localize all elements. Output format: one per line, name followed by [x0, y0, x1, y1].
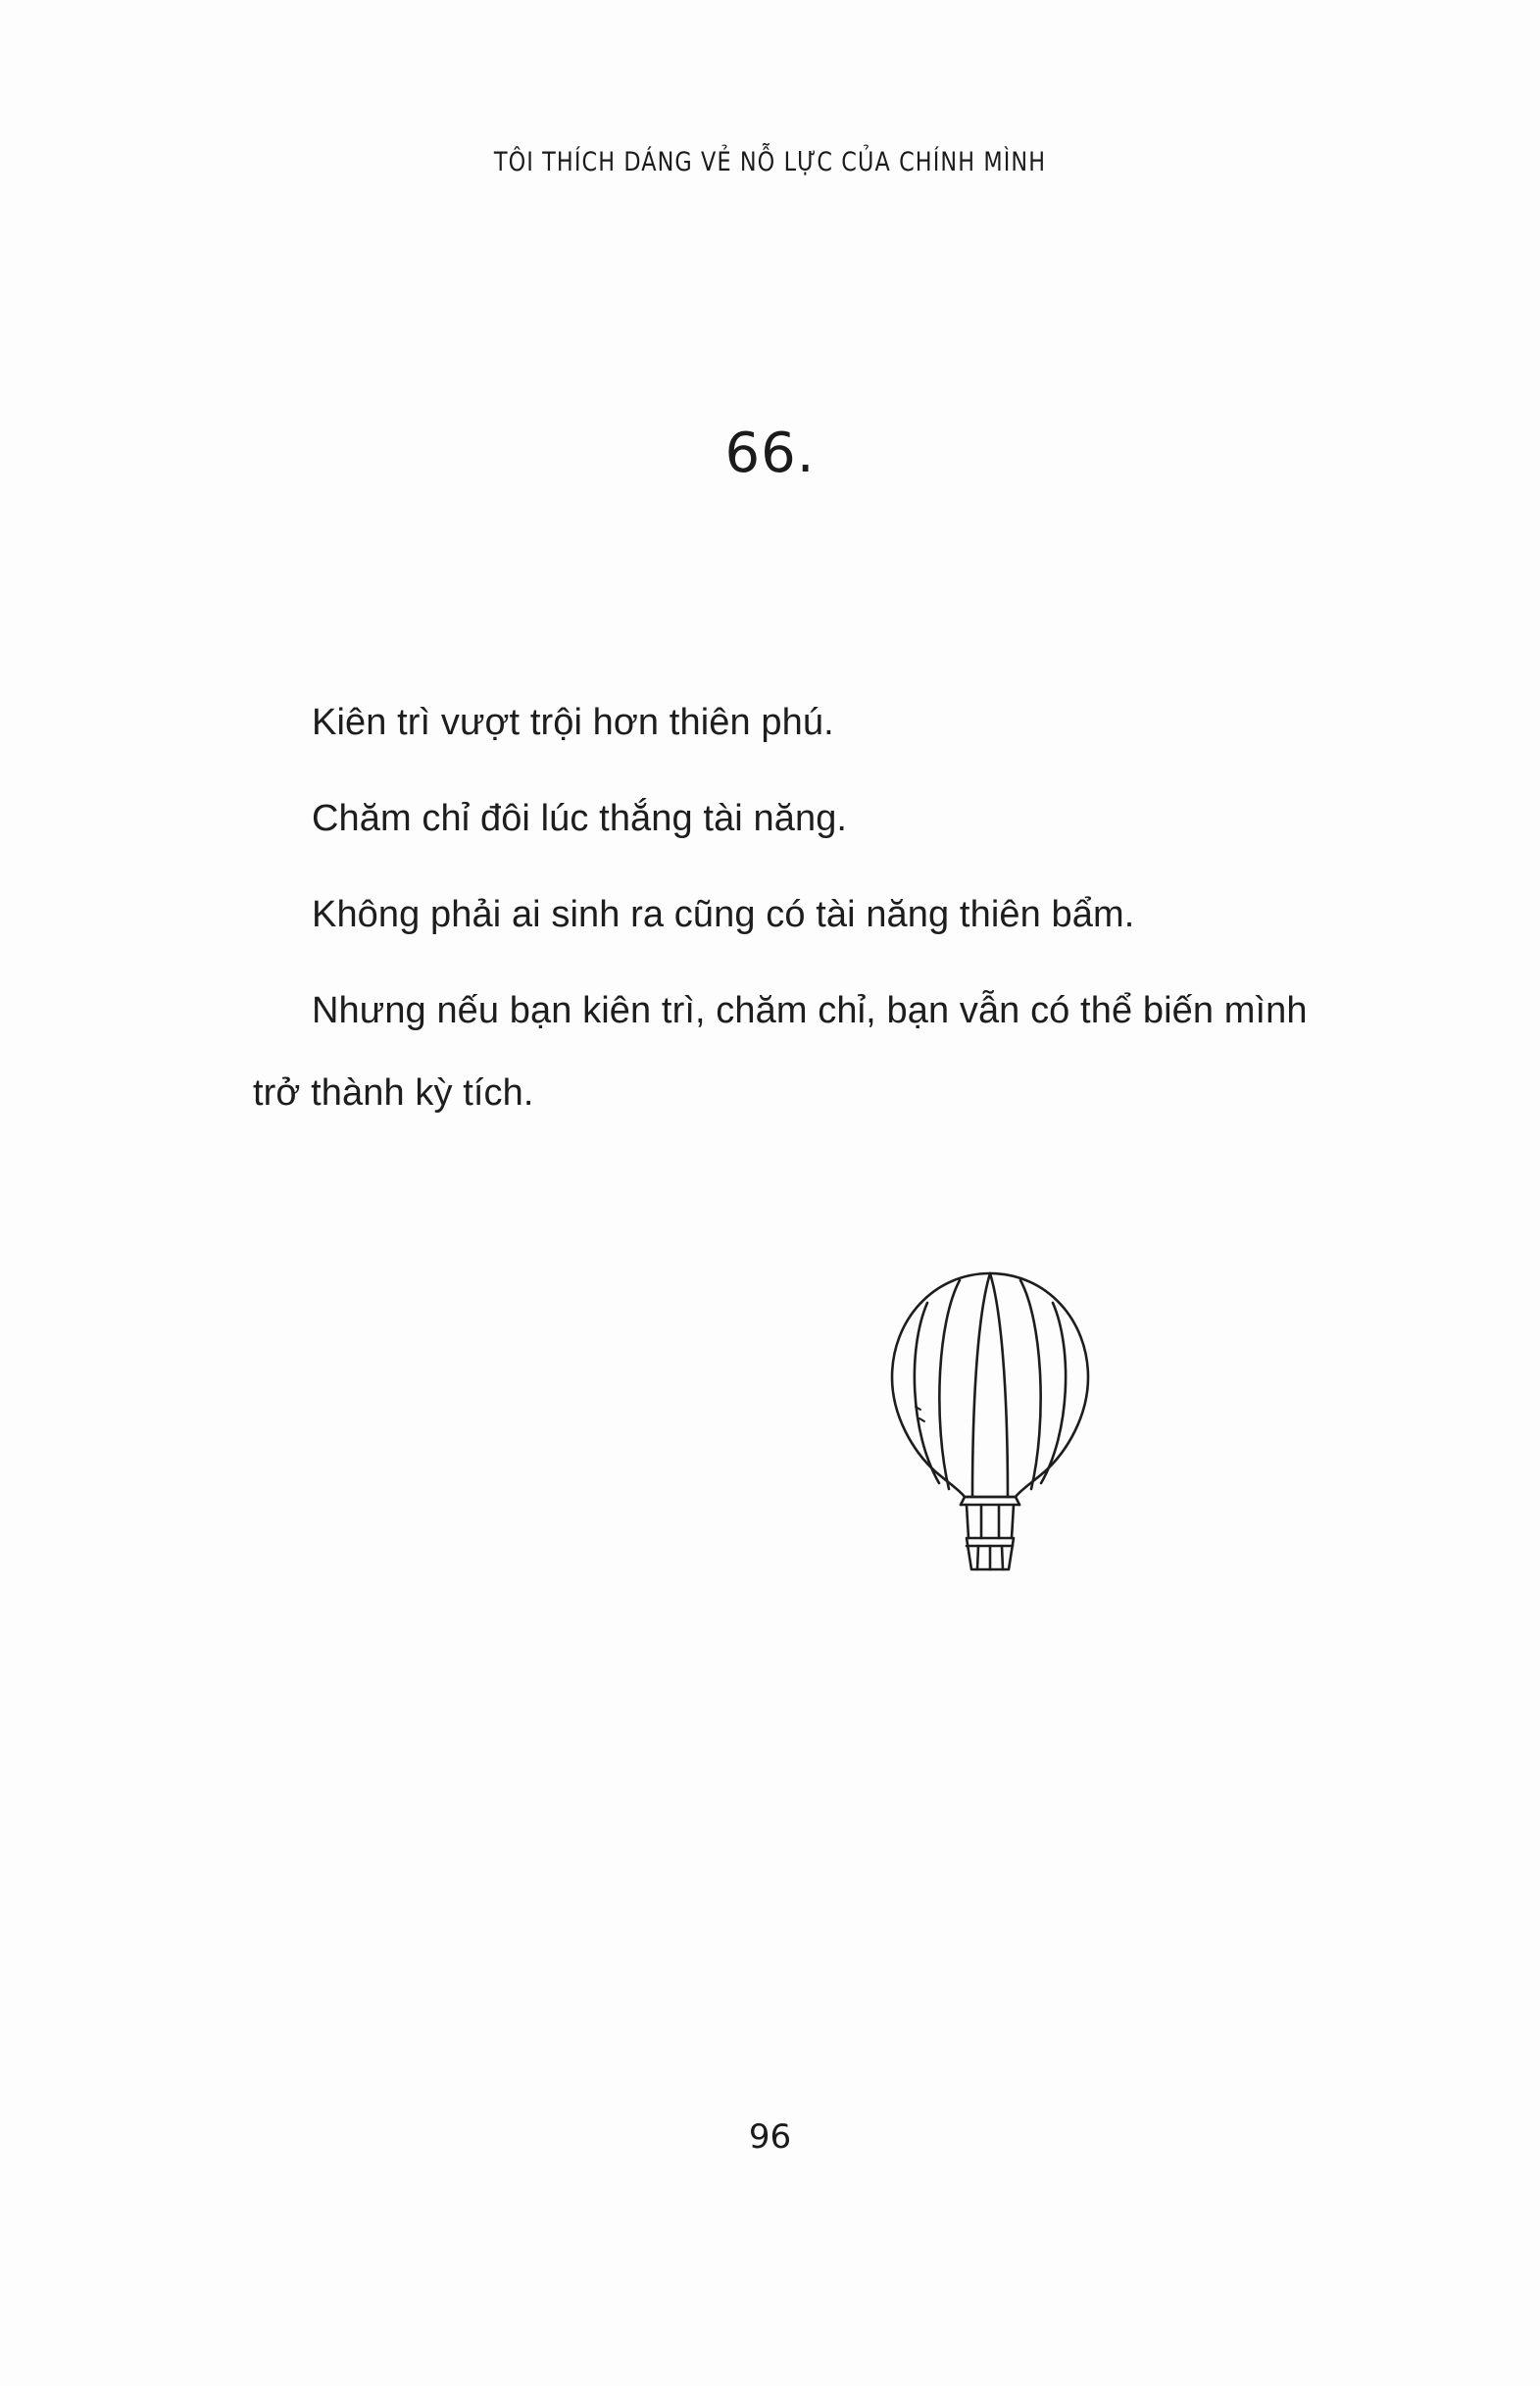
- page-number: 96: [748, 2117, 792, 2157]
- paragraph: Không phải ai sinh ra cũng có tài năng thiên bẩm.: [312, 894, 1135, 935]
- body-text: [253, 681, 1321, 1134]
- section-number: 66.: [724, 422, 816, 485]
- paragraph: Chăm chỉ đôi lúc thắng tài năng.: [312, 798, 848, 839]
- paragraph: Kiên trì vượt trội hơn thiên phú.: [312, 702, 834, 743]
- hot-air-balloon-icon: [863, 1260, 1118, 1593]
- running-head: TÔI THÍCH DÁNG VẺ NỖ LỰC CỦA CHÍNH MÌNH: [493, 147, 1047, 177]
- paragraph: Nhưng nếu bạn kiên trì, chăm chỉ, bạn vẫn có thể biến mình trở thành kỳ tích.: [253, 990, 1308, 1114]
